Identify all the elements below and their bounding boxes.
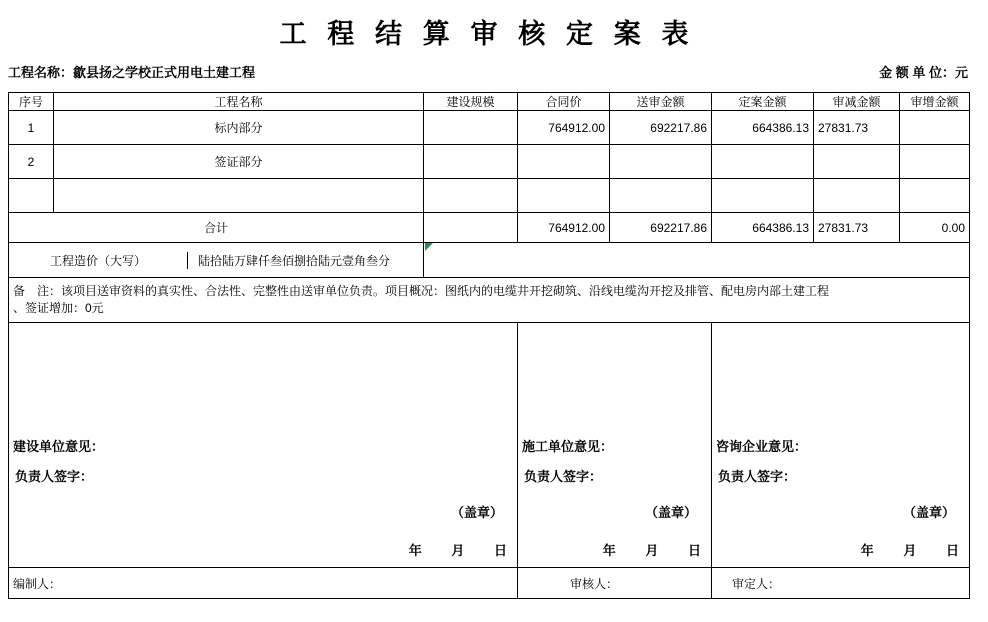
total-increased: 0.00 — [900, 213, 970, 243]
cell-name — [54, 179, 424, 213]
opinion-date-day: 日 — [687, 543, 701, 558]
cell-no: 2 — [9, 145, 54, 179]
col-header-no: 序号 — [9, 93, 54, 111]
table-row — [9, 179, 970, 213]
col-header-scale: 建设规模 — [424, 93, 518, 111]
opinion-date-month: 月 — [645, 543, 659, 558]
cell-increased — [900, 179, 970, 213]
opinion-cell-contractor — [518, 323, 712, 568]
total-submitted: 692217.86 — [610, 213, 712, 243]
opinion-signature-label: 负责人签字： — [718, 469, 797, 484]
cell-submitted: 692217.86 — [610, 111, 712, 145]
col-header-name: 工程名称 — [54, 93, 424, 111]
opinion-seal-label: （盖章） — [644, 505, 697, 520]
comment-marker-icon — [425, 243, 433, 251]
project-name-label: 工程名称：歙县扬之学校正式用电土建工程 — [8, 65, 256, 80]
cell-contract: 764912.00 — [518, 111, 610, 145]
opinion-date-month: 月 — [903, 543, 917, 558]
col-header-increased: 审增金额 — [900, 93, 970, 111]
amount-words-spill — [424, 243, 970, 278]
opinion-seal-label: （盖章） — [450, 505, 503, 520]
col-header-submitted: 送审金额 — [610, 93, 712, 111]
cell-no — [9, 179, 54, 213]
notes-prefix: 备 注： — [13, 284, 62, 298]
col-header-reduced: 审减金额 — [814, 93, 900, 111]
reviewer-label: 审核人： — [518, 568, 712, 599]
opinion-title: 建设单位意见： — [13, 438, 105, 454]
opinion-signature-label: 负责人签字： — [524, 469, 603, 484]
table-total-row — [9, 213, 970, 243]
total-scale — [424, 213, 518, 243]
cell-name: 标内部分 — [54, 111, 424, 145]
cell-increased — [900, 145, 970, 179]
cell-scale — [424, 145, 518, 179]
opinion-signature-label: 负责人签字： — [15, 469, 94, 484]
col-header-settled: 定案金额 — [712, 93, 814, 111]
amount-in-words-row — [9, 243, 970, 278]
approver-label: 审定人： — [712, 568, 970, 599]
notes-line2: 、签证增加：0元 — [13, 301, 104, 315]
opinion-date-year: 年 — [408, 543, 422, 558]
opinion-date-year: 年 — [602, 543, 616, 558]
opinion-date-line — [835, 540, 959, 559]
notes-line1: 该项目送审资料的真实性、合法性、完整性由送审单位负责。项目概况：图纸内的电缆井开挖砌筑、沿线电缆沟开挖及排管、配电房内部土建工程 — [61, 284, 830, 298]
opinion-title: 咨询企业意见： — [716, 438, 808, 454]
cell-scale — [424, 179, 518, 213]
cell-reduced — [814, 145, 900, 179]
amount-words-label: 工程造价（大写） — [9, 252, 188, 269]
cell-contract — [518, 179, 610, 213]
table-row — [9, 111, 970, 145]
cell-name: 签证部分 — [54, 145, 424, 179]
total-settled: 664386.13 — [712, 213, 814, 243]
opinion-seal-label: （盖章） — [902, 505, 955, 520]
total-contract: 764912.00 — [518, 213, 610, 243]
main-table — [8, 92, 970, 599]
preparer-label: 编制人： — [9, 568, 518, 599]
notes-row — [9, 278, 970, 323]
total-label: 合计 — [9, 213, 424, 243]
notes-cell — [9, 278, 970, 323]
cell-reduced — [814, 179, 900, 213]
cell-contract — [518, 145, 610, 179]
opinion-date-day: 日 — [493, 543, 507, 558]
amount-words-value: 陆拾陆万肆仟叁佰捌拾陆元壹角叁分 — [198, 253, 391, 268]
cell-submitted — [610, 179, 712, 213]
opinions-row — [9, 323, 970, 568]
opinion-date-line — [383, 540, 507, 559]
table-header-row — [9, 93, 970, 111]
cell-increased — [900, 111, 970, 145]
cell-scale — [424, 111, 518, 145]
opinion-date-day: 日 — [945, 543, 959, 558]
cell-submitted — [610, 145, 712, 179]
opinion-date-year: 年 — [860, 543, 874, 558]
cell-settled: 664386.13 — [712, 111, 814, 145]
col-header-contract: 合同价 — [518, 93, 610, 111]
amount-unit-label: 金 额 单 位：元 — [879, 65, 968, 80]
opinion-cell-consultant — [712, 323, 970, 568]
header-row — [8, 62, 968, 84]
page-title: 工 程 结 算 审 核 定 案 表 — [279, 19, 696, 49]
opinion-title: 施工单位意见： — [522, 438, 614, 454]
total-reduced: 27831.73 — [814, 213, 900, 243]
cell-no: 1 — [9, 111, 54, 145]
footer-row — [9, 568, 970, 599]
cell-reduced: 27831.73 — [814, 111, 900, 145]
opinion-date-line — [577, 540, 701, 559]
opinion-cell-owner — [9, 323, 518, 568]
cell-settled — [712, 179, 814, 213]
opinion-date-month: 月 — [451, 543, 465, 558]
table-row — [9, 145, 970, 179]
cell-settled — [712, 145, 814, 179]
